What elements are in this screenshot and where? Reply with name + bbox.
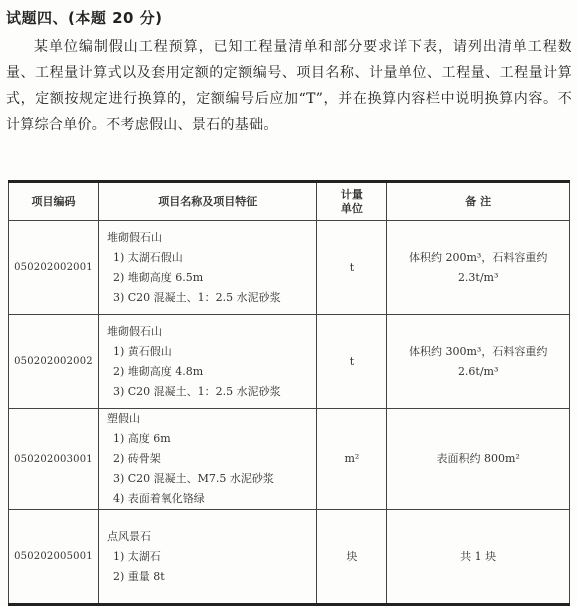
question-heading: 试题四、(本题 20 分) (6, 9, 163, 27)
header-name: 项目名称及项目特征 (98, 182, 317, 221)
row-note-line: 共 1 块 (460, 549, 497, 563)
row-item-name: 点风景石 (106, 529, 151, 543)
row-note (387, 510, 570, 605)
row-unit: t (317, 221, 387, 315)
row-note-line: 2.6t/m³ (457, 364, 499, 378)
row-note-line: 体积约 300m³，石料容重约 (409, 344, 548, 358)
row-feature: 2) 砖骨架 (112, 452, 161, 465)
row-feature: 1) 太湖石 (112, 549, 161, 563)
row-note (387, 409, 570, 510)
row-feature: 3) C20 混凝土、1：2.5 水泥砂浆 (112, 290, 281, 304)
row-feature: 2) 堆砌高度 6.5m (112, 270, 204, 284)
row-item-name: 塑假山 (106, 412, 140, 425)
row-code: 050202005001 (9, 510, 99, 605)
row-description (98, 221, 317, 315)
row-code: 050202003001 (9, 409, 99, 510)
row-feature: 1) 太湖石假山 (112, 250, 183, 264)
row-feature: 3) C20 混凝土、M7.5 水泥砂浆 (112, 472, 274, 485)
row-code: 050202002001 (9, 221, 99, 315)
row-note-line: 2.3t/m³ (457, 270, 499, 284)
table-header-row (9, 182, 570, 221)
row-item-name: 堆砌假石山 (106, 324, 162, 338)
row-feature: 2) 重量 8t (112, 569, 165, 583)
row-feature: 3) C20 混凝土、1：2.5 水泥砂浆 (112, 384, 281, 398)
row-description (98, 409, 317, 510)
table-row (9, 510, 570, 605)
row-item-name: 堆砌假石山 (106, 230, 162, 244)
row-note (387, 315, 570, 409)
row-unit: t (317, 315, 387, 409)
header-note: 备 注 (387, 182, 570, 221)
header-unit: 计量单位 (317, 182, 387, 221)
row-description (98, 510, 317, 605)
row-feature: 1) 黄石假山 (112, 344, 172, 358)
row-description (98, 315, 317, 409)
row-feature: 1) 高度 6m (112, 432, 171, 445)
row-unit: 块 (317, 510, 387, 605)
table-row (9, 315, 570, 409)
row-note-line: 表面积约 800m² (436, 452, 520, 465)
question-paragraph: 某单位编制假山工程预算，已知工程量清单和部分要求详下表，请列出清单工程数量、工程量计算式以及套用定额的定额编号、项目名称、计量单位、工程量、工程量计算式，定额按规定进行换算的，定额编号后应加“T”，并在换算内容栏中说明换算内容。不计算综合单价。不考虑假山、景石的基础。 (6, 39, 572, 133)
row-feature: 4) 表面着氧化铬绿 (112, 492, 205, 505)
header-code: 项目编码 (9, 182, 99, 221)
row-feature: 2) 堆砌高度 4.8m (112, 364, 204, 378)
table-row (9, 221, 570, 315)
row-unit: m² (317, 409, 387, 510)
row-code: 050202002002 (9, 315, 99, 409)
row-note-line: 体积约 200m³，石料容重约 (409, 250, 548, 264)
bill-of-quantities-table (8, 180, 570, 606)
table-row (9, 409, 570, 510)
row-note (387, 221, 570, 315)
